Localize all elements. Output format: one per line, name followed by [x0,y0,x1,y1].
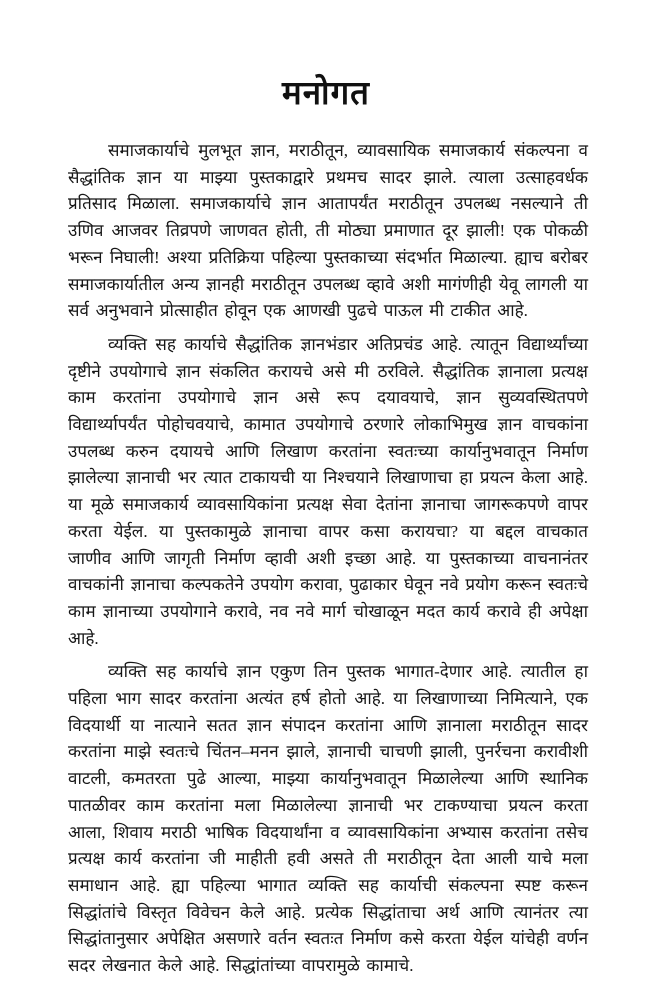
preface-paragraph-3: व्यक्ति सह कार्याचे ज्ञान एकुण तिन पुस्तक भागात-देणार आहे. त्यातील हा पहिला भाग सादर करतांना अत्यंत हर्ष होतो आहे. या लिखाणाच्या निमित्याने, एक विदयार्थी या नात्याने सतत ज्ञान संपादन करतांना आणि ज्ञानाला मराठीतून सादर करतांना माझे स्वतःचे चिंतन–मनन झाले, ज्ञानाची चाचणी झाली, पुनर्रचना करावीशी वाटली, कमतरता पुढे आल्या, माझ्या कार्यानुभवातून मिळालेल्या आणि स्थानिक पातळीवर काम करतांना मला मिळालेल्या ज्ञानाची भर टाकण्याचा प्रयत्न करता आला, शिवाय मराठी भाषिक विदयार्थांना व व्यावसायिकांना अभ्यास करतांना तसेच प्रत्यक्ष कार्य करतांना जी माहीती हवी असते ती मराठीतून देता आली याचे मला समाधान आहे. ह्या पहिल्या भागात व्यक्ति सह कार्याची संकल्पना स्पष्ट करून सिद्धांतांचे विस्तृत विवेचन केले आहे. प्रत्येक सिद्धांताचा अर्थ आणि त्यानंतर त्या सिद्धांतानुसार अपेक्षित असणारे वर्तन स्वतःत निर्माण कसे करता येईल यांचेही वर्णन सदर लेखनात केले आहे. सिद्धांतांच्या वापरामुळे कामाचे. [68,662,588,976]
preface-paragraph-2: व्यक्ति सह कार्याचे सैद्धांतिक ज्ञानभंडार अतिप्रचंड आहे. त्यातून विद्यार्थ्यांच्या दृष्टीने उपयोगाचे ज्ञान संकलित करायचे असे मी ठरविले. सैद्धांतिक ज्ञानाला प्रत्यक्ष काम करतांना उपयोगाचे ज्ञान असे रूप दयावयाचे, ज्ञान सुव्यवस्थितपणे विद्यार्थ्यापर्यंत पोहोचवयाचे, कामात उपयोगाचे ठरणारे लोकाभिमुख ज्ञान वाचकांना उपलब्ध करुन दयायचे आणि लिखाण करतांना स्वतःच्या कार्यानुभवातून निर्माण झालेल्या ज्ञानाची भर त्यात टाकायची या निश्चयाने लिखाणाचा हा प्रयत्न केला आहे. या मूळे समाजकार्य व्यावसायिकांना प्रत्यक्ष सेवा देतांना ज्ञानाचा जागरूकपणे वापर करता येईल. या पुस्तकामुळे ज्ञानाचा वापर कसा करायचा? या बद्दल वाचकात जाणीव आणि जागृती निर्माण व्हावी अशी इच्छा आहे. या पुस्तकाच्या वाचनानंतर वाचकांनी ज्ञानाचा कल्पकतेने उपयोग करावा, पुढाकार घेवून नवे प्रयोग करून स्वतःचे काम ज्ञानाच्या उपयोगाने करावे, नव नवे मार्ग चोखाळून मदत कार्य करावे ही अपेक्षा आहे. [68,334,588,648]
preface-paragraph-1: समाजकार्याचे मुलभूत ज्ञान, मराठीतून, व्यावसायिक समाजकार्य संकल्पना व सैद्धांतिक ज्ञान या माझ्या पुस्तकाद्वारे प्रथमच सादर झाले. त्याला उत्साहवर्धक प्रतिसाद मिळाला. समाजकार्याचे ज्ञान आतापर्यंत मराठीतून उपलब्ध नसल्याने ती उणिव आजवर तिव्रपणे जाणवत होती, ती मोठ्या प्रमाणात दूर झाली! एक पोकळी भरून निघाली! अश्या प्रतिक्रिया पहिल्या पुस्तकाच्या संदर्भात मिळाल्या. ह्याच बरोबर समाजकार्यातील अन्य ज्ञानही मराठीतून उपलब्ध व्हावे अशी मागंणीही येवू लागली या सर्व अनुभवाने प्रोत्साहीत होवून एक आणखी पुढचे पाऊल मी टाकीत आहे. [68,141,588,321]
page-title: मनोगत [282,76,370,112]
page-body [68,138,588,980]
